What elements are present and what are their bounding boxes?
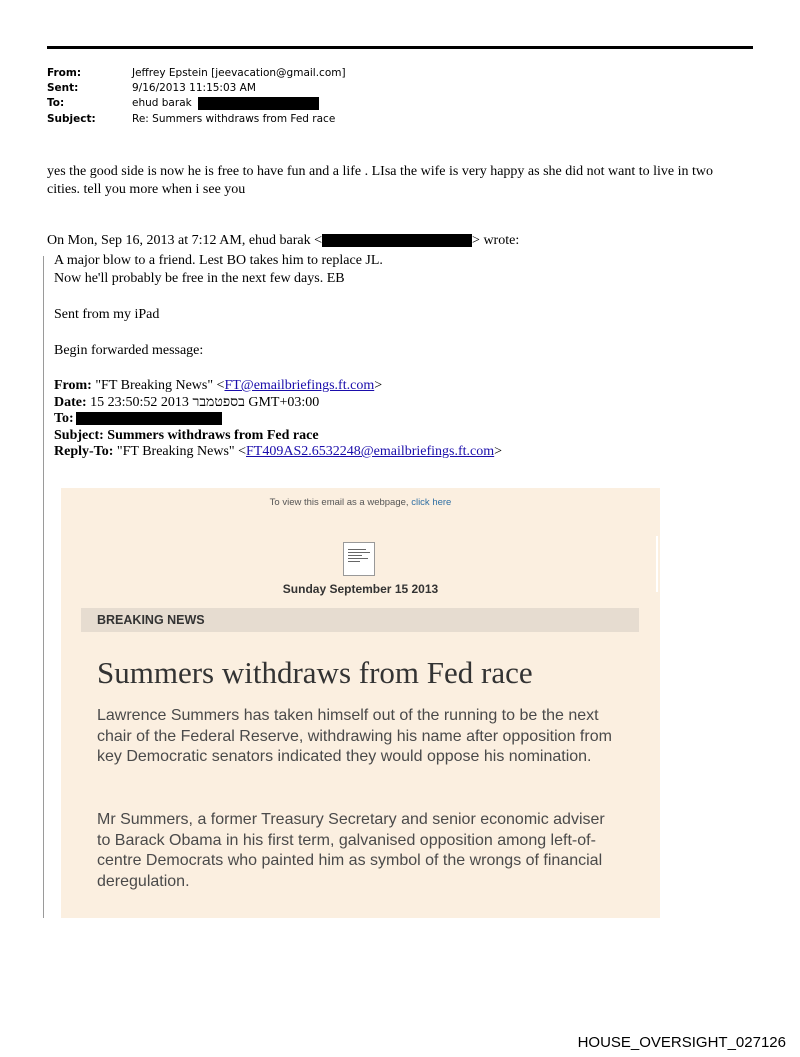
ft-paragraph-2: Mr Summers, a former Treasury Secretary and senior economic adviser to Barack Obama in his first term, galvanised opposition among left-of-centre Democrats who painted him as symbol of the wrongs of financial deregulation.: [97, 811, 605, 890]
sent-value: 9/16/2013 11:15:03 AM: [132, 82, 256, 94]
webpage-text: To view this email as a webpage,: [269, 497, 409, 508]
breaking-news-band: [81, 608, 639, 632]
fwd-from-row: [54, 378, 502, 395]
fwd-subject-label: Subject:: [54, 427, 104, 443]
redaction-bar: [322, 234, 472, 247]
quoted-line-2: Now he'll probably be free in the next few days. EB: [54, 271, 345, 286]
subject-value: Re: Summers withdraws from Fed race: [132, 113, 336, 125]
quote-intro: [47, 232, 519, 250]
redaction-bar: [198, 97, 319, 110]
fwd-date-value: 15 23:50:52 2013 בספטמבר GMT+03:00: [90, 394, 320, 410]
redaction-bar: [76, 412, 222, 425]
to-value-wrap: [132, 96, 319, 110]
fwd-replyto-close: >: [494, 444, 503, 459]
quote-intro-prefix: On Mon, Sep 16, 2013 at 7:12 AM, ehud barak <: [47, 233, 323, 248]
quoted-sent-from: Sent from my iPad: [54, 307, 160, 322]
fwd-from-email-link[interactable]: FT@emailbriefings.ft.com: [224, 378, 375, 393]
fwd-from-label: From:: [54, 378, 92, 393]
to-value: ehud barak: [132, 97, 192, 109]
subject-label: Subject:: [47, 113, 96, 125]
ft-email-panel: [61, 488, 660, 918]
fwd-replyto-email-link[interactable]: FT409AS2.6532248@emailbriefings.ft.com: [246, 444, 495, 459]
quote-intro-suffix: > wrote:: [472, 233, 520, 248]
view-as-webpage: [61, 497, 660, 508]
fwd-to-label: To:: [54, 411, 74, 426]
quote-bar: [43, 256, 44, 918]
quoted-begin-forwarded: Begin forwarded message:: [54, 343, 204, 358]
fwd-from-close: >: [374, 378, 383, 393]
bates-number: HOUSE_OVERSIGHT_027126: [577, 1034, 786, 1051]
from-value: Jeffrey Epstein [jeevacation@gmail.com]: [132, 67, 346, 79]
breaking-news-label: BREAKING NEWS: [97, 613, 205, 627]
fwd-subject-row: [54, 428, 502, 445]
ft-logo-image-icon: [343, 542, 375, 576]
click-here-link[interactable]: click here: [411, 497, 452, 508]
to-label: To:: [47, 97, 65, 109]
fwd-to-row: [54, 411, 502, 428]
quoted-line-1: A major blow to a friend. Lest BO takes him to replace JL.: [54, 253, 383, 268]
ft-date: Sunday September 15 2013: [282, 582, 439, 596]
ft-paragraph-1: Lawrence Summers has taken himself out of the running to be the next chair of the Federal Reserve, withdrawing his name after opposition from key Democratic senators indicated they would oppose his nomination.: [97, 707, 612, 765]
header-rule: [47, 46, 753, 49]
ft-panel-edge: [656, 536, 658, 592]
fwd-replyto-name: "FT Breaking News" <: [116, 444, 247, 459]
fwd-replyto-row: [54, 444, 502, 461]
from-label: From:: [47, 67, 82, 79]
forwarded-header: [54, 378, 502, 461]
fwd-date-row: [54, 395, 502, 412]
sent-label: Sent:: [47, 82, 79, 94]
fwd-from-name: "FT Breaking News" <: [95, 378, 225, 393]
fwd-replyto-label: Reply-To:: [54, 444, 114, 459]
fwd-subject-value: Summers withdraws from Fed race: [107, 427, 319, 443]
reply-body: yes the good side is now he is free to have fun and a life . LIsa the wife is very happy as she did not want to live in two cities. tell you more when i see you: [47, 164, 714, 197]
fwd-date-label: Date:: [54, 394, 87, 410]
ft-headline: Summers withdraws from Fed race: [97, 655, 533, 690]
